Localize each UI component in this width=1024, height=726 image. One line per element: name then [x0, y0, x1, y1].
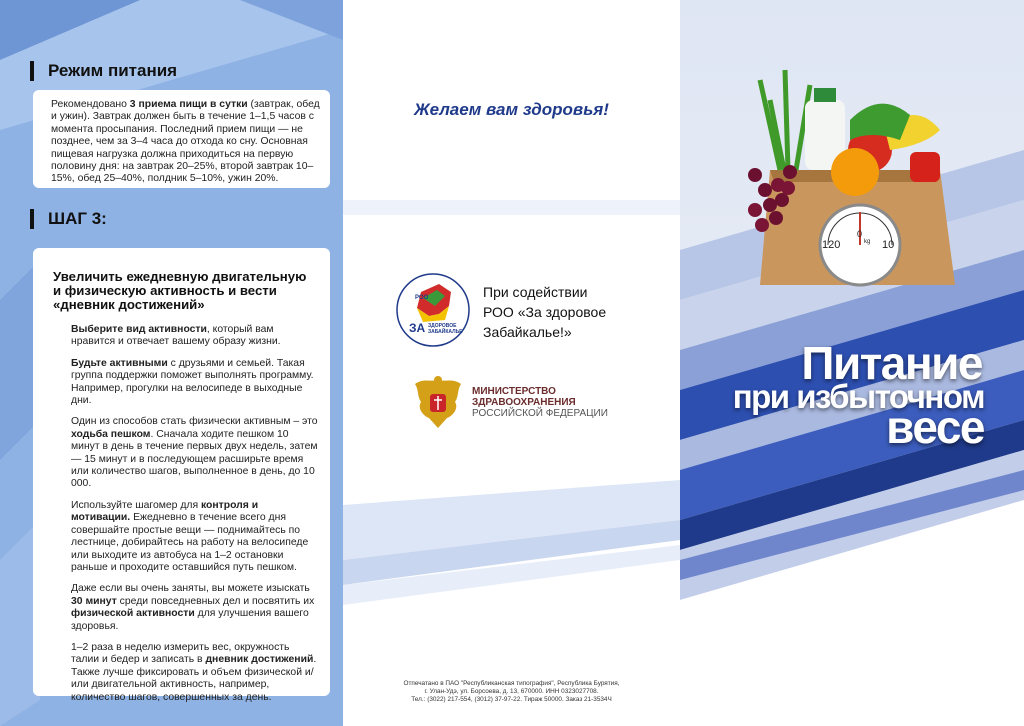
imprint-line-3: Тел.: (3022) 217-554, (3012) 37-97-22. Тираж 50000. Заказ 21-3534Ч — [411, 696, 612, 703]
scale-label-0: 0 — [857, 229, 863, 239]
imprint-line-1: Отпечатано в ПАО "Республиканская типография", Республика Бурятия, — [403, 680, 620, 687]
imprint-text — [343, 680, 680, 704]
middle-panel — [343, 0, 680, 726]
right-panel — [680, 0, 1024, 726]
ministry-line-2: ЗДРАВООХРАНЕНИЯ — [472, 397, 576, 408]
ministry-line-3: РОССИЙСКОЙ ФЕДЕРАЦИИ — [472, 408, 608, 419]
roo-logo-za: ЗА — [409, 321, 426, 335]
cover-title-line-2: при избыточном — [732, 378, 984, 415]
partner-line-3: Забайкалье!» — [483, 324, 572, 340]
activity-para-4: Используйте шагомер для контроля и мотивации. Ежедневно в течение всего дня совершайте простые вещи — поднимайтесь по лестнице, добирайтесь на работу на велосипеде или выходите из автобуса на 1–2 остановки раньше и проходите оставшийся путь пешком. — [71, 499, 309, 573]
wish-text: Желаем вам здоровья! — [414, 100, 609, 119]
roo-logo-sub1: ЗДОРОВОЕ — [428, 323, 457, 329]
regime-card — [33, 90, 330, 188]
activity-para-6: 1–2 раза в неделю измерить вес, окружность талии и бедер и записать в дневник достижений. Также лучше фиксировать и объем физической и/или двигательной активность, например, количество шагов, совершенных за день. — [71, 641, 317, 703]
scale-label-kg: kg — [864, 239, 871, 245]
step-title: Увеличить ежедневную двигательную и физическую активность и вести «дневник достижений» — [53, 269, 307, 312]
partner-text — [483, 282, 606, 342]
coat-of-arms-icon — [411, 374, 465, 432]
cover-title-line-1: Питание — [801, 337, 982, 389]
step-heading: ШАГ 3: — [30, 209, 107, 229]
ministry-text — [472, 386, 608, 419]
activity-para-2: Будьте активными с друзьями и семьей. Такая группа поддержки поможет выполнять программу. Например, прогулки на велосипеде в выходные дни. — [71, 357, 314, 407]
left-panel — [0, 0, 343, 726]
regime-text: Рекомендовано 3 приема пищи в сутки (завтрак, обед и ужин). Завтрак должен быть в течение 1–1,5 часов с момента просыпания. Последний прием пищи — не позднее, чем за 3–4 часа до отхода ко сну. Основная пищевая нагрузка должна приходиться на первую половину дня: на завтрак 20–25%, второй завтрак 10–15%, обед 25–40%, полдник 5–10%, ужин 20%. — [51, 99, 320, 185]
roo-logo-text: РОО — [415, 295, 429, 301]
scale-label-10: 10 — [882, 239, 895, 251]
activity-para-3: Один из способов стать физически активным – это ходьба пешком. Сначала ходите пешком 10 минут в день в течение первых двух недель, затем — 15 минут и в последующем расширьте время или количество шагов, выполненное в день, до 10 000. — [71, 416, 318, 490]
roo-logo — [395, 272, 471, 348]
cover-title-line-3: весе — [886, 401, 984, 453]
scale-label-120: 120 — [822, 239, 841, 251]
roo-logo-sub2: ЗАБАЙКАЛЬЕ — [428, 329, 463, 335]
partner-line-1: При содействии — [483, 284, 588, 300]
grocery-bag-illustration — [740, 60, 990, 310]
imprint-line-2: г. Улан-Удэ, ул. Борсоева, д. 13, 670000. ИНН 0323027708. — [424, 688, 599, 695]
regime-heading: Режим питания — [30, 61, 177, 81]
partner-line-2: РОО «За здоровое — [483, 304, 607, 320]
activity-para-5: Даже если вы очень заняты, вы можете изыскать 30 минут среди повседневных дел и посвятить их физической активности для улучшения вашего здоровья. — [71, 583, 315, 632]
step-card — [33, 248, 330, 703]
ministry-line-1: МИНИСТЕРСТВО — [472, 386, 556, 397]
activity-para-1: Выберите вид активности, который вам нравится и отвечает вашему образу жизни. — [71, 324, 281, 348]
